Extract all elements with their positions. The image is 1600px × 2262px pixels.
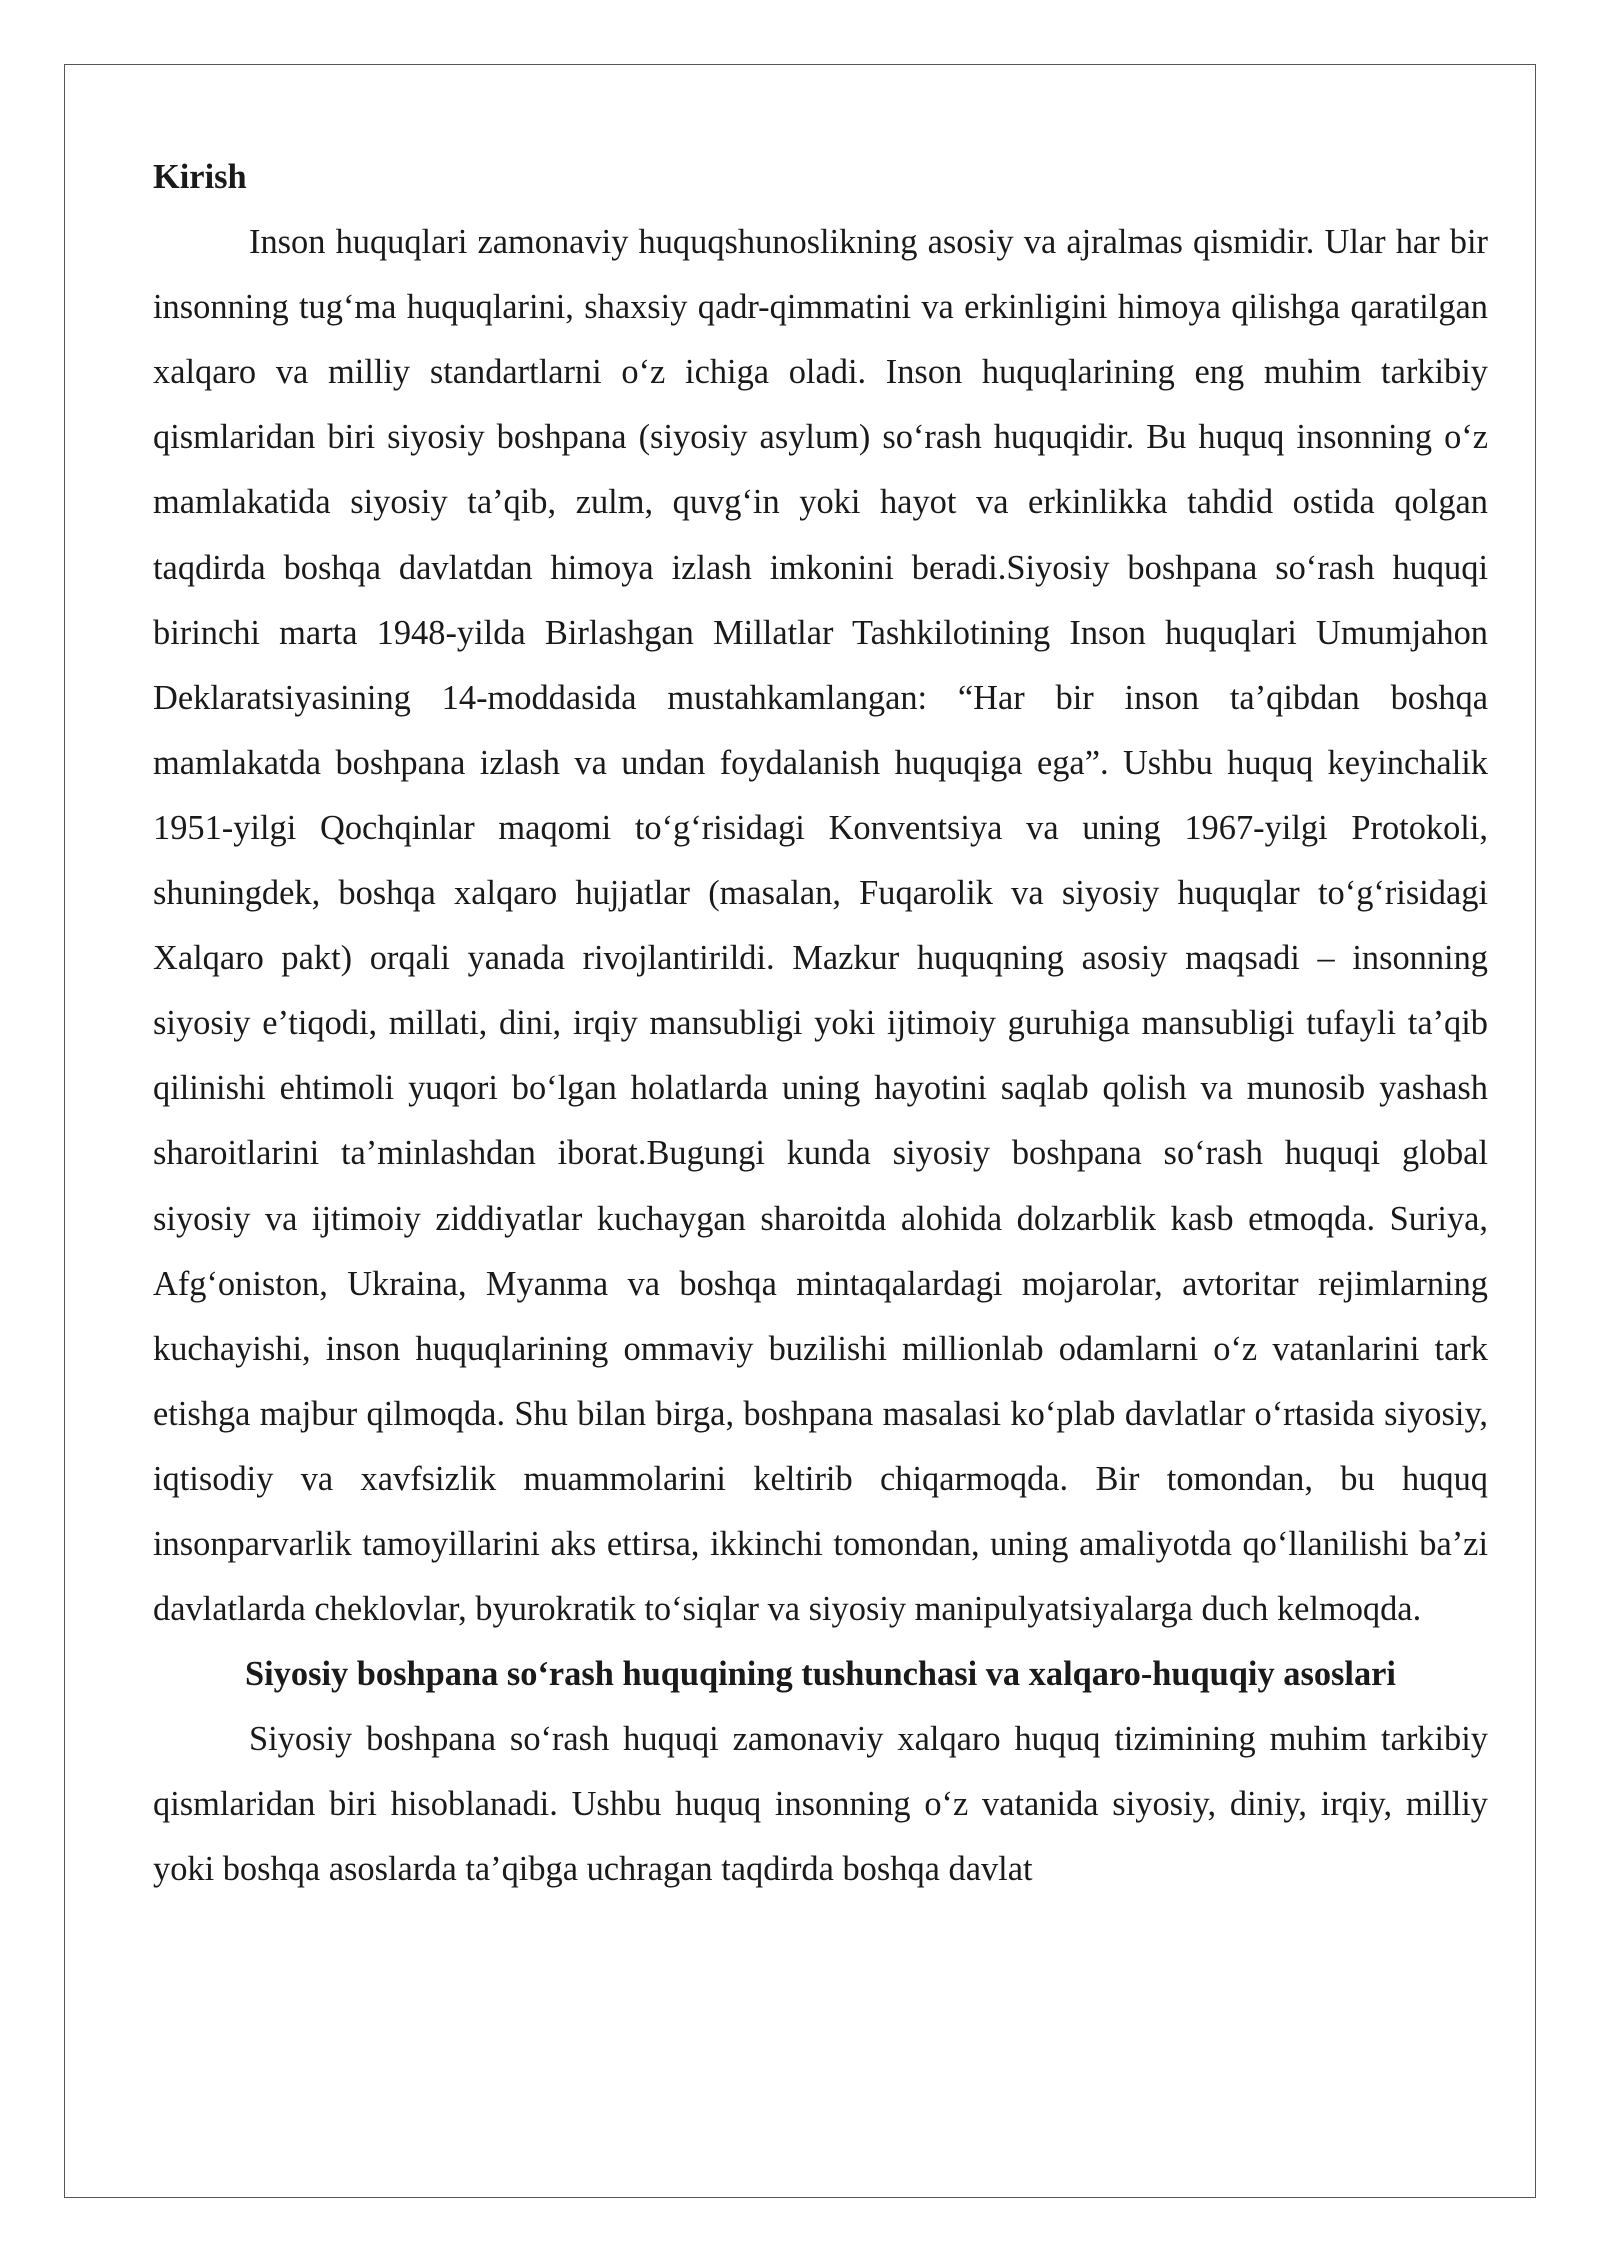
section-paragraph: Siyosiy boshpana so‘rash huquqi zamonaviy xalqaro huquq tizimining muhim tarkibiy qismlaridan biri hisoblanadi. Ushbu huquq insonning o‘z vatanida siyosiy, diniy, irqiy, milliy yoki boshqa asoslarda ta’qibga uchragan taqdirda boshqa davlat [153,1720,1488,1889]
section-heading: Siyosiy boshpana so‘rash huquqining tushunchasi va xalqaro-huquqiy asoslari [245,1655,1396,1694]
document-body [153,145,1488,1903]
intro-paragraph: Inson huquqlari zamonaviy huquqshunoslikning asosiy va ajralmas qismidir. Ular har bir insonning tug‘ma huquqlarini, shaxsiy qadr-qimmatini va erkinligini himoya qilishga qaratilgan xalqaro va milliy standartlarni o‘z ichiga oladi. Inson huquqlarining eng muhim tarkibiy qismlaridan biri siyosiy boshpana (siyosiy asylum) so‘rash huquqidir. Bu huquq insonning o‘z mamlakatida siyosiy ta’qib, zulm, quvg‘in yoki hayot va erkinlikka tahdid ostida qolgan taqdirda boshqa davlatdan himoya izlash imkonini beradi.Siyosiy boshpana so‘rash huquqi birinchi marta 1948-yilda Birlashgan Millatlar Tashkilotining Inson huquqlari Umumjahon Deklaratsiyasining 14-moddasida mustahkamlangan: “Har bir inson ta’qibdan boshqa mamlakatda boshpana izlash va undan foydalanish huquqiga ega”. Ushbu huquq keyinchalik 1951-yilgi Qochqinlar maqomi to‘g‘risidagi Konventsiya va uning 1967-yilgi Protokoli, shuningdek, boshqa xalqaro hujjatlar (masalan, Fuqarolik va siyosiy huquqlar to‘g‘risidagi Xalqaro pakt) orqali yanada rivojlantirildi. Mazkur huquqning asosiy maqsadi – insonning siyosiy e’tiqodi, millati, dini, irqiy mansubligi yoki ijtimoiy guruhiga mansubligi tufayli ta’qib qilinishi ehtimoli yuqori bo‘lgan holatlarda uning hayotini saqlab qolish va munosib yashash sharoitlarini ta’minlashdan iborat.Bugungi kunda siyosiy boshpana so‘rash huquqi global siyosiy va ijtimoiy ziddiyatlar kuchaygan sharoitda alohida dolzarblik kasb etmoqda. Suriya, Afg‘oniston, Ukraina, Myanma va boshqa mintaqalardagi mojarolar, avtoritar rejimlarning kuchayishi, inson huquqlarining ommaviy buzilishi millionlab odamlarni o‘z vatanlarini tark etishga majbur qilmoqda. Shu bilan birga, boshpana masalasi ko‘plab davlatlar o‘rtasida siyosiy, iqtisodiy va xavfsizlik muammolarini keltirib chiqarmoqda. Bir tomondan, bu huquq insonparvarlik tamoyillarini aks ettirsa, ikkinchi tomondan, uning amaliyotda qo‘llanilishi ba’zi davlatlarda cheklovlar, byurokratik to‘siqlar va siyosiy manipulyatsiyalarga duch kelmoqda. [153,223,1488,1629]
intro-heading: Kirish [153,158,247,196]
